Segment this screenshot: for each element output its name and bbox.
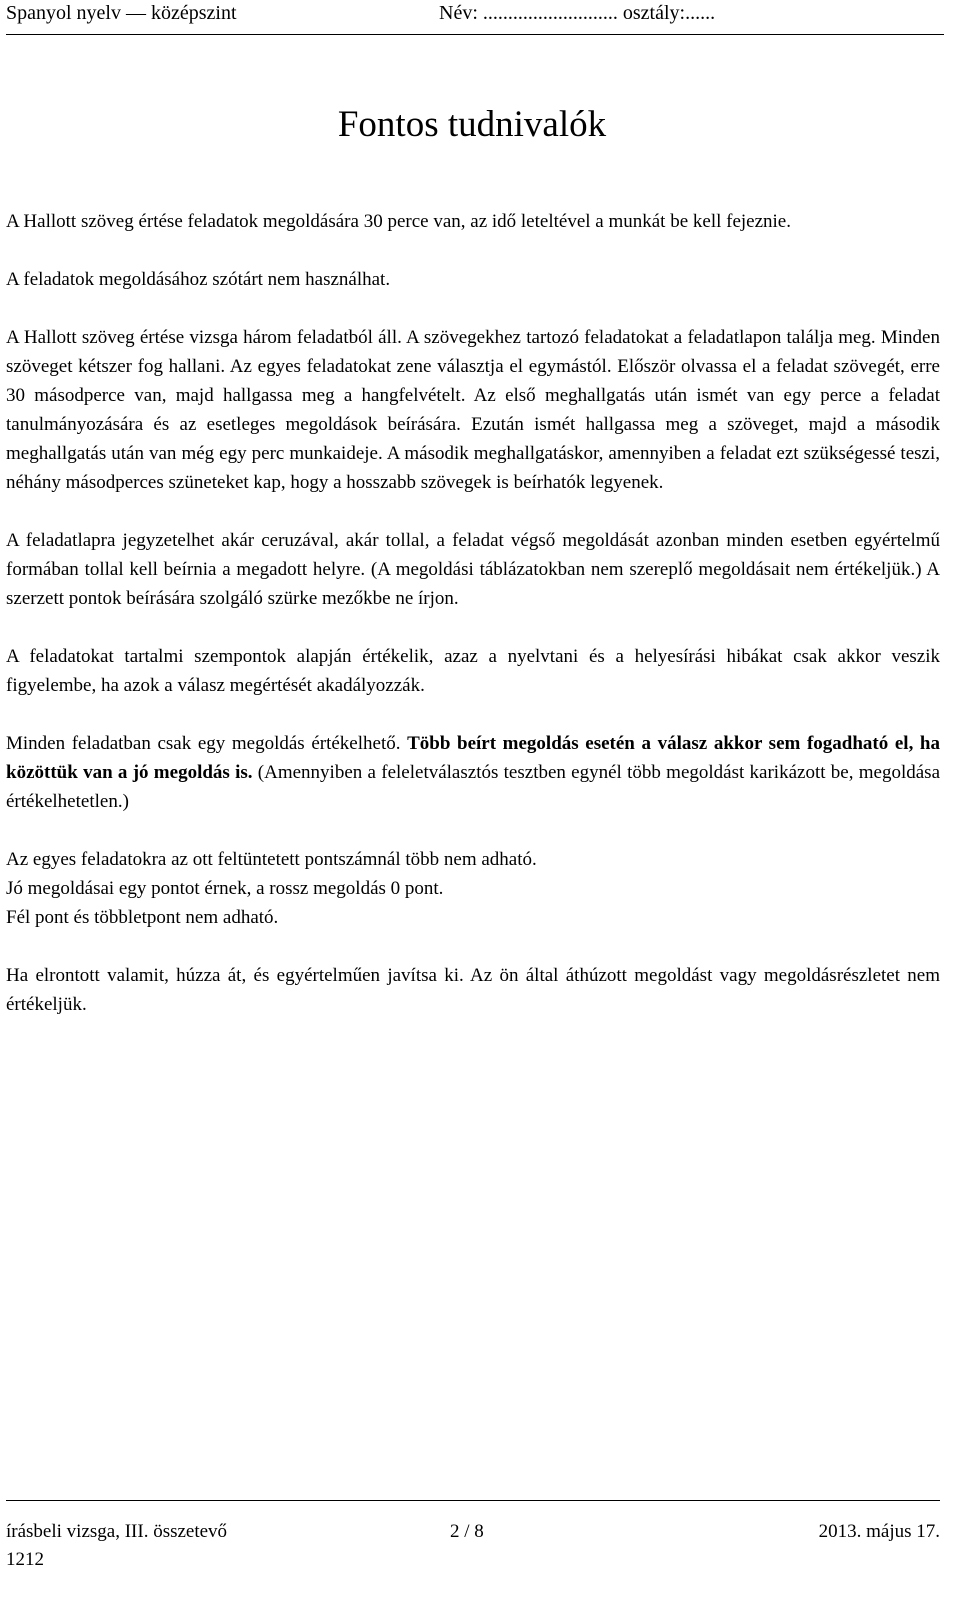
paragraph-points-max: Az egyes feladatokra az ott feltüntetett pontszámnál több nem adható. (6, 849, 537, 870)
footer-exam-label: írásbeli vizsga, III. összetevő (6, 1521, 228, 1542)
paragraph-corrections: Ha elrontott valamit, húzza át, és egyértelműen javítsa ki. Az ön által áthúzott megoldást vagy megoldásrészletet nem értékeljük. (6, 965, 940, 1015)
footer-date: 2013. május 17. (818, 1521, 940, 1542)
page-header (6, 0, 944, 35)
paragraph-single-answer (6, 729, 940, 816)
single-answer-bold-text: Több beírt megoldás esetén a válasz akkor sem fogadható el, ha közöttük van a jó megoldás is. (6, 733, 940, 783)
paragraph-points-scoring: Jó megoldásai egy pontot érnek, a rossz megoldás 0 pont. (6, 878, 444, 899)
paragraph-no-dictionary: A feladatok megoldásához szótárt nem használhat. (6, 269, 391, 290)
paragraph-no-half-points: Fél pont és többletpont nem adható. (6, 907, 279, 928)
page-title: Fontos tudnivalók (337, 104, 607, 145)
page-footer (6, 1500, 940, 1570)
header-subject: Spanyol nyelv — középszint (6, 2, 237, 24)
paragraph-evaluation: A feladatokat tartalmi szempontok alapján értékelik, azaz a nyelvtani és a helyesírási hibákat csak akkor veszik figyelembe, ha azok a válasz megértését akadályozzák. (6, 646, 940, 696)
footer-page-number: 2 / 8 (450, 1521, 484, 1542)
single-answer-text: Minden feladatban csak egy megoldás értékelhető. (6, 733, 408, 754)
paragraph-time-limit: A Hallott szöveg értése feladatok megoldására 30 perce van, az idő leteltével a munkát be kell fejeznie. (6, 211, 791, 232)
footer-code: 1212 (6, 1549, 44, 1570)
paragraph-notes-and-pen: A feladatlapra jegyzetelhet akár ceruzával, akár tollal, a feladat végső megoldását azonban minden esetben egyértelmű formában tollal kell beírnia a megadott helyre. (A megoldási táblázatokban nem szereplő megoldásait nem értékeljük.) A szerzett pontok beírására szolgáló szürke mezőkbe ne írjon. (6, 530, 940, 609)
header-name-field: Név: ........................... osztály:...... (439, 2, 716, 24)
single-answer-note: (Amennyiben a feleletválasztós tesztben egynél több megoldást karikázott be, megoldása értékelhetetlen.) (6, 762, 940, 812)
paragraph-exam-structure: A Hallott szöveg értése vizsga három feladatból áll. A szövegekhez tartozó feladatokat a feladatlapon találja meg. Minden szöveget kétszer fog hallani. Az egyes feladatokat zene választja el egymástól. Először olvassa el a feladat szövegét, erre 30 másodperce van, majd hallgassa meg a hangfelvételt. Az első meghallgatás után ismét van egy perce a feladat tanulmányozására és az esetleges megoldások beírására. Ezután ismét hallgassa meg a szöveget, majd a második meghallgatás után van még egy perc munkaideje. A második meghallgatáskor, amennyiben a feladat ezt szükségessé teszi, néhány másodperces szüneteket kap, hogy a hosszabb szövegek is beírhatók legyenek. (6, 327, 940, 493)
instructions-body (6, 207, 940, 1048)
